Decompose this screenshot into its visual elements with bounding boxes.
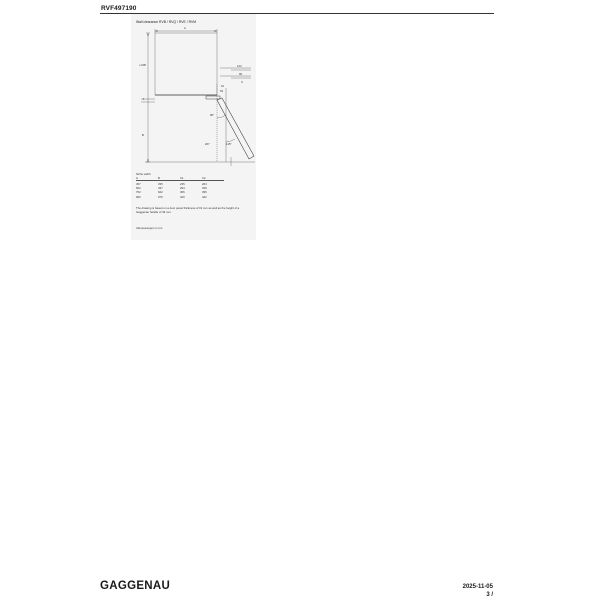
dim-label-c: 122 [237,64,242,68]
column-header: C2 [202,176,206,181]
units-note: Abmessungen in mm [136,226,163,230]
door-panel [217,98,254,159]
table-cell: 366 [180,190,185,195]
table-cell: 420 [180,194,185,199]
dim-label-e: C [241,80,244,84]
table-cell: 264 [202,181,207,186]
table-cell: 442 [202,194,207,199]
column-header: C1 [180,176,184,181]
table-cell: 970 [158,194,163,199]
table-cell: 602 [136,185,141,190]
panel-title: Wall clearance RVB / RVQ / RVE / RVM [136,20,197,24]
cabinet-outline [155,33,217,95]
brand-logo: GAGGENAU [100,580,171,592]
table-cell: 457 [136,181,141,186]
table-cell: 762 [136,190,141,195]
document-date: 2025-11-05 [462,584,493,590]
angle-label-1: 90° [210,113,215,117]
dim-label-bottom: 207 [205,142,210,146]
table-cell: 622 [158,190,163,195]
table-caption: Niche width [136,172,151,176]
table-cell: 335 [158,181,163,186]
page-number: 3 / [486,592,493,598]
model-number: RVF497190 [101,5,137,12]
column-header: A [136,176,138,181]
dimensions-table [136,176,224,199]
table-cell: 437 [158,185,163,190]
table-cell: 900 [136,194,141,199]
angle-label-2: 115° [226,142,232,146]
dim-label-d: 90 [239,72,243,76]
dim-label-f: 10 [221,84,225,88]
table-cell: 395 [202,190,207,195]
table-cell: 235 [180,181,185,186]
table-cell: 339 [202,185,207,190]
dim-label-height: ≥ 605 [139,63,146,67]
table-row [136,195,224,199]
dim-label-b: B [142,133,144,137]
column-header: B [158,176,160,181]
dim-label-g: 53 [220,89,224,93]
table-cell: 294 [180,185,185,190]
dim-label-a: A [184,26,186,30]
drawing-note: The drawing is based on a door panel thickness of 19 mm as well as the height of a Gaggenau handle of 49 mm. [136,206,240,214]
clearance-drawing [131,14,256,174]
dim-label-h: 1 [143,97,145,101]
